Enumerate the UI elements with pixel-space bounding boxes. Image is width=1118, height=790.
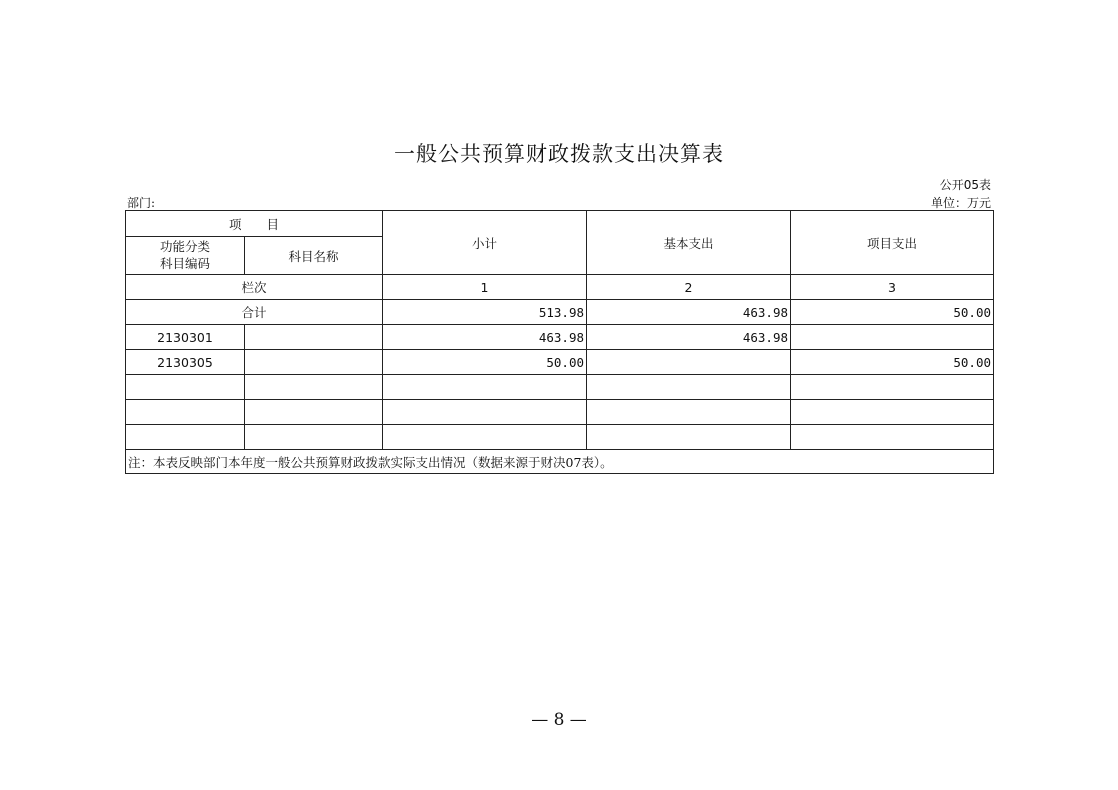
unit-label: 单位：万元: [930, 196, 991, 210]
row-name: [245, 325, 383, 350]
total-label: 合计: [126, 300, 383, 325]
col-index-3: 3: [791, 275, 994, 300]
row-name: [245, 400, 383, 425]
row-project: [791, 325, 994, 350]
row-subtotal: [383, 425, 587, 450]
row-project: [791, 400, 994, 425]
header-basic: 基本支出: [587, 211, 791, 275]
total-row: [126, 300, 994, 325]
header-item: 项 目: [126, 211, 383, 237]
row-subtotal: [383, 400, 587, 425]
expenditure-table: [125, 210, 994, 474]
row-basic: [587, 350, 791, 375]
col-index-2: 2: [587, 275, 791, 300]
row-code: 2130301: [126, 325, 245, 350]
page-title: 一般公共预算财政拨款支出决算表: [394, 142, 724, 166]
row-basic: [587, 375, 791, 400]
header-project: 项目支出: [791, 211, 994, 275]
row-basic: [587, 425, 791, 450]
total-project: 50.00: [791, 300, 994, 325]
header-subtotal: 小计: [383, 211, 587, 275]
row-name: [245, 425, 383, 450]
department-label: 部门:: [127, 196, 156, 210]
form-number: 公开05表: [939, 178, 991, 192]
row-subtotal: 463.98: [383, 325, 587, 350]
table-note: 注：本表反映部门本年度一般公共预算财政拨款实际支出情况（数据来源于财决07表）。: [126, 450, 994, 474]
row-name: [245, 375, 383, 400]
row-name: [245, 350, 383, 375]
row-project: 50.00: [791, 350, 994, 375]
table-row: [126, 425, 994, 450]
row-project: [791, 425, 994, 450]
row-basic: [587, 400, 791, 425]
row-code: [126, 425, 245, 450]
col-index-1: 1: [383, 275, 587, 300]
table-row: [126, 350, 994, 375]
row-subtotal: 50.00: [383, 350, 587, 375]
total-basic: 463.98: [587, 300, 791, 325]
row-project: [791, 375, 994, 400]
row-label: 栏次: [126, 275, 383, 300]
page-number: — 8 —: [531, 710, 587, 730]
row-basic: 463.98: [587, 325, 791, 350]
total-subtotal: 513.98: [383, 300, 587, 325]
header-subject-name: 科目名称: [245, 237, 383, 275]
row-code: 2130305: [126, 350, 245, 375]
table-row: [126, 325, 994, 350]
header-func-code: 功能分类 科目编码: [126, 237, 245, 275]
row-code: [126, 375, 245, 400]
row-subtotal: [383, 375, 587, 400]
table-row: [126, 400, 994, 425]
row-code: [126, 400, 245, 425]
table-row: [126, 375, 994, 400]
